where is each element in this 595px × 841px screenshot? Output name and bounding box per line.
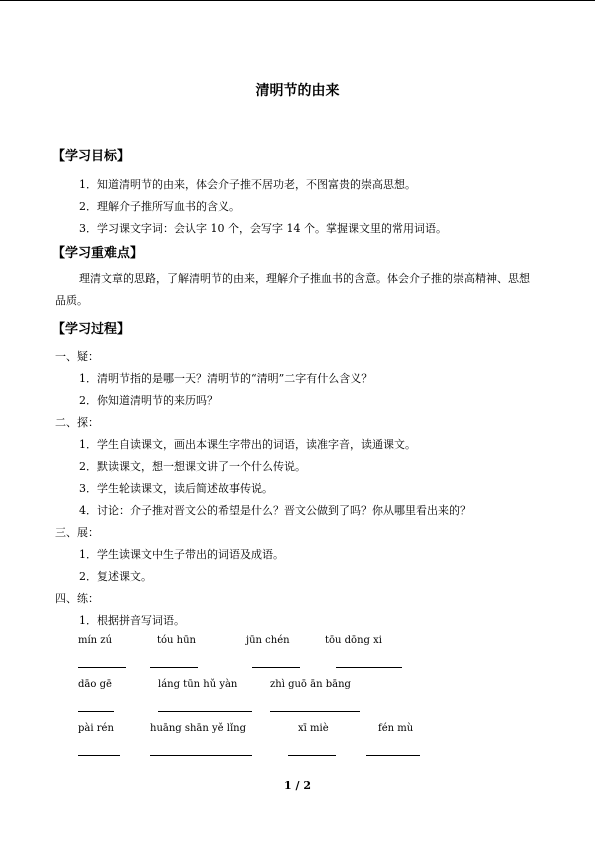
answer-blank[interactable] <box>78 755 120 756</box>
question-item: 2．你知道清明节的来历吗？ <box>79 394 218 407</box>
pinyin-prompt: huāng shān yě lǐng <box>150 723 247 734</box>
pinyin-prompt: pài rén <box>78 723 114 734</box>
pinyin-prompt: jūn chén <box>246 635 290 646</box>
goal-item: 3．学习课文字词：会认字 10 个，会写字 14 个。掌握课文里的常用词语。 <box>79 222 447 235</box>
pinyin-prompt: xī miè <box>298 723 329 734</box>
key-points-paragraph: 理清文章的思路，了解清明节的由来，理解介子推血书的含意。体会介子推的崇高精神、思想品质。 <box>55 272 530 307</box>
part-label: 一、疑： <box>55 350 99 363</box>
pinyin-prompt: tōu dōng xi <box>325 635 382 646</box>
pinyin-prompt: mín zú <box>78 635 113 646</box>
answer-blank[interactable] <box>366 755 420 756</box>
pinyin-prompt: dāo gē <box>78 679 112 690</box>
heading-learning-goals: 【学习目标】 <box>52 149 131 164</box>
question-item: 1．清明节指的是哪一天？清明节的“清明”二字有什么含义？ <box>79 372 373 385</box>
heading-learning-process: 【学习过程】 <box>52 322 131 337</box>
pinyin-prompt: zhì guō ān bāng <box>270 679 351 690</box>
answer-blank[interactable] <box>78 667 126 668</box>
part-label: 二、探： <box>55 416 99 429</box>
answer-blank[interactable] <box>150 755 252 756</box>
part-label: 四、练： <box>55 592 99 605</box>
pinyin-prompt: tóu hūn <box>157 635 196 646</box>
question-item: 1．学生自读课文，画出本课生字带出的词语，读准字音，读通课文。 <box>79 438 416 451</box>
goal-item: 2．理解介子推所写血书的含义。 <box>79 200 240 213</box>
question-item: 2．默读课文，想一想课文讲了一个什么传说。 <box>79 460 306 473</box>
answer-blank[interactable] <box>288 755 336 756</box>
question-item: 3．学生轮读课文，读后简述故事传说。 <box>79 482 273 495</box>
question-item: 1．学生读课文中生子带出的词语及成语。 <box>79 548 284 561</box>
pinyin-prompt: láng tūn hǔ yàn <box>158 679 238 690</box>
part-label: 三、展： <box>55 526 99 539</box>
pinyin-prompt: fén mù <box>378 723 414 734</box>
answer-blank[interactable] <box>252 667 300 668</box>
answer-blank[interactable] <box>150 667 198 668</box>
question-item: 2．复述课文。 <box>79 570 152 583</box>
page-number: 1 / 2 <box>284 779 311 792</box>
header-rule <box>0 0 595 1</box>
question-item: 4．讨论：介子推对晋文公的希望是什么？晋文公做到了吗？你从哪里看出来的？ <box>79 504 471 517</box>
answer-blank[interactable] <box>336 667 402 668</box>
answer-blank[interactable] <box>78 711 114 712</box>
question-item: 1．根据拼音写词语。 <box>79 614 185 627</box>
answer-blank[interactable] <box>270 711 360 712</box>
answer-blank[interactable] <box>158 711 252 712</box>
document-title: 清明节的由来 <box>255 83 340 99</box>
heading-key-points: 【学习重难点】 <box>52 246 144 261</box>
goal-item: 1．知道清明节的由来，体会介子推不居功老，不图富贵的崇高思想。 <box>79 178 416 191</box>
